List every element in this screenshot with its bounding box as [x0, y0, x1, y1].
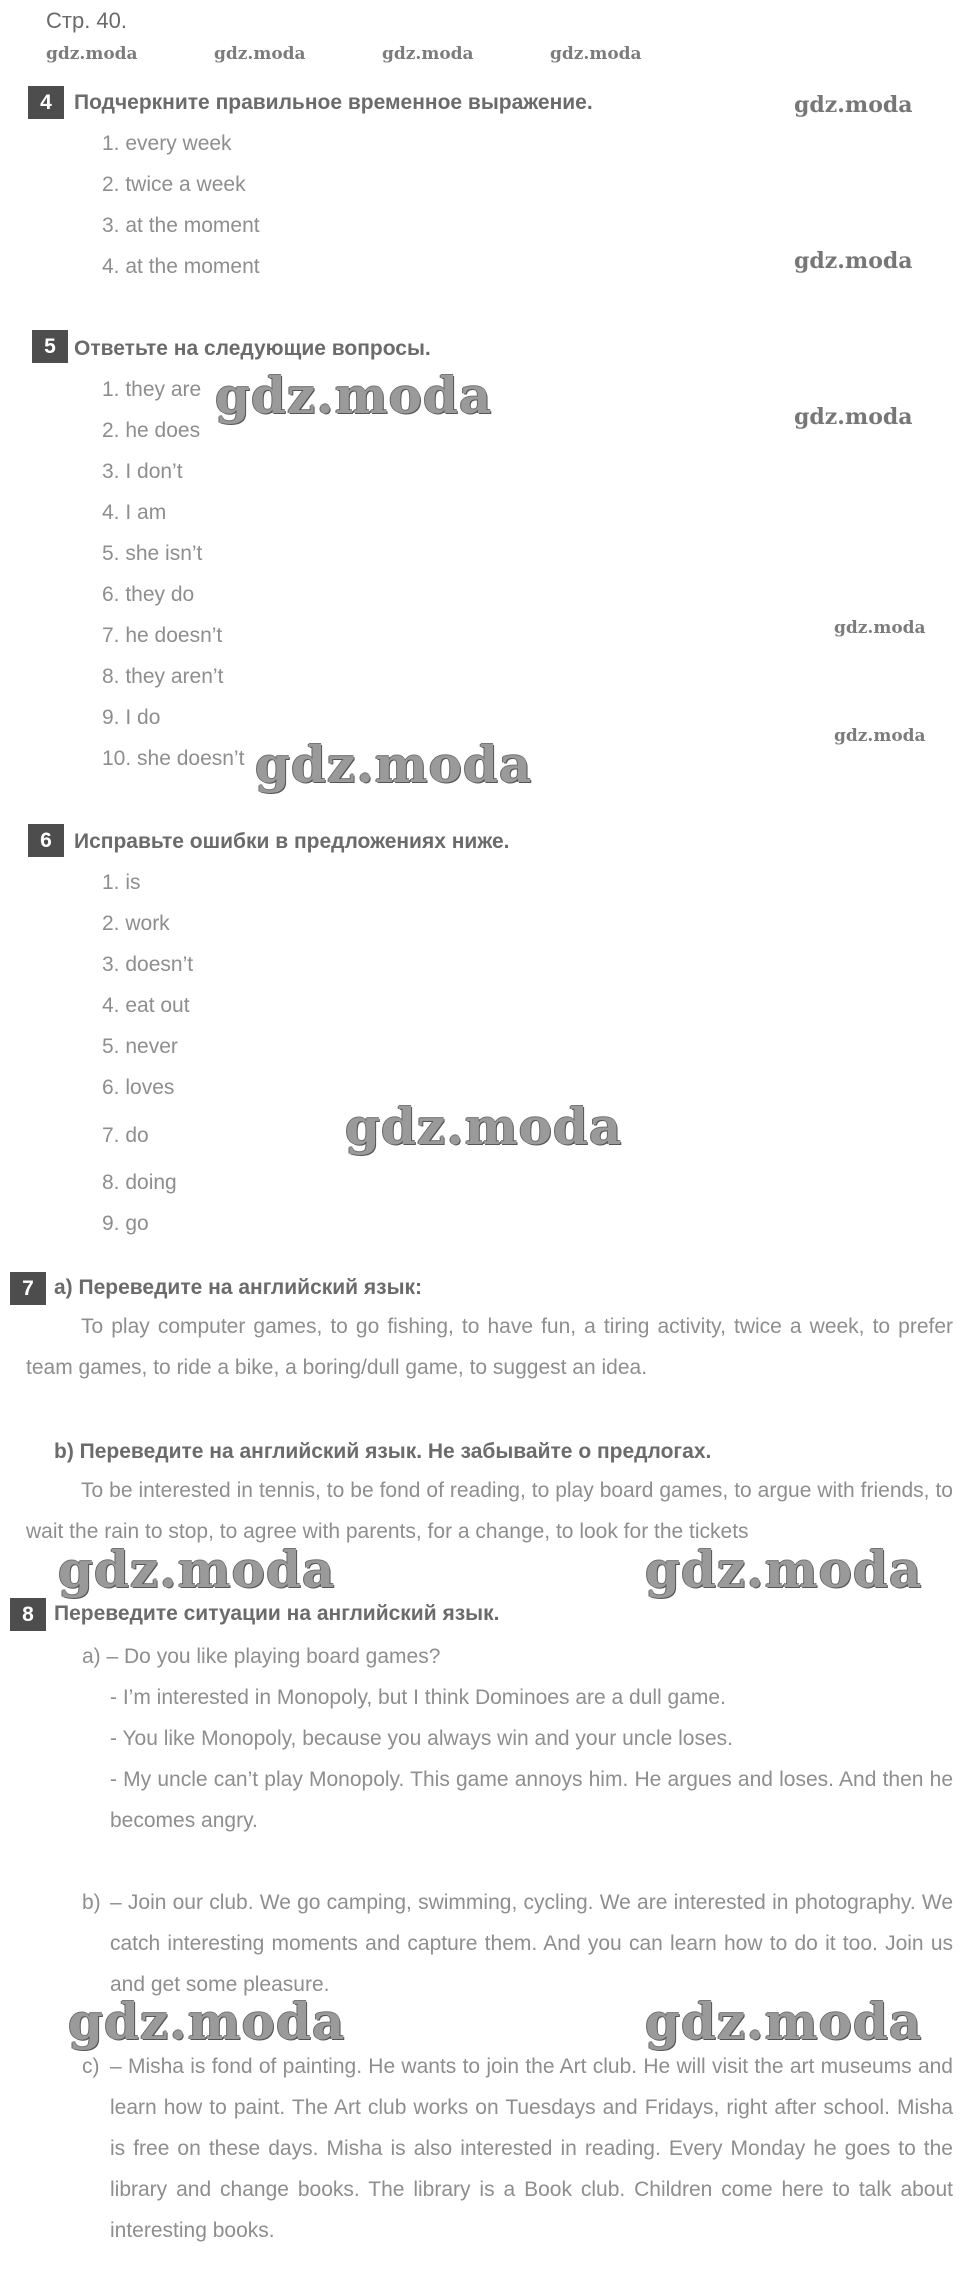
exercise-7a-text [26, 1306, 953, 1388]
exercise-4-badge: 4 [28, 86, 64, 119]
list-item: 2. twice a week [102, 173, 246, 196]
list-item: 9. go [102, 1212, 149, 1235]
watermark: gdz.moda [68, 1992, 346, 2051]
exercise-7-badge: 7 [10, 1272, 46, 1305]
list-item: 9. I do [102, 706, 161, 729]
exercise-6-badge: 6 [28, 824, 64, 857]
exercise-8c-prefix: c) [82, 2055, 100, 2078]
watermark: gdz.moda [255, 735, 533, 794]
list-item: 5. she isn’t [102, 542, 203, 565]
list-item: 10. she doesn’t [102, 747, 245, 770]
exercise-5-title: Ответьте на следующие вопросы. [74, 337, 431, 360]
exercise-4-title: Подчеркните правильное временное выражение. [74, 91, 593, 114]
exercise-8c-text: – Misha is fond of painting. He wants to join the Art club. He will visit the art museums and learn how to paint. The Art club works on Tuesdays and Fridays, right after school. Misha is free on these days. Misha is also interested in reading. Every Monday he goes to the library and change books. The library is a Book club. Children come here to talk about interesting books. [110, 2055, 953, 2242]
exercise-8b [82, 1882, 953, 2005]
watermark: gdz.moda [834, 618, 926, 638]
list-item: 5. never [102, 1035, 178, 1058]
watermark: gdz.moda [794, 248, 913, 274]
dialogue-line: a) – Do you like playing board games? [82, 1645, 441, 1668]
list-item: 1. every week [102, 132, 232, 155]
exercise-8-badge: 8 [10, 1598, 46, 1631]
list-item: 3. doesn’t [102, 953, 194, 976]
exercise-7b-title: b) Переведите на английский язык. Не забывайте о предлогах. [54, 1440, 712, 1463]
list-item: 4. I am [102, 501, 167, 524]
list-item: 1. they are [102, 378, 202, 401]
list-item: 1. is [102, 871, 141, 894]
watermark: gdz.moda [834, 726, 926, 746]
exercise-7a-title: a) Переведите на английский язык: [54, 1276, 423, 1299]
list-item: 7. he doesn’t [102, 624, 223, 647]
exercise-7a-text-content: To play computer games, to go fishing, to have fun, a tiring activity, twice a week, to prefer team games, to ride a bike, a boring/dull game, to suggest an idea. [26, 1315, 953, 1379]
watermark: gdz.moda [215, 366, 493, 425]
list-item: 4. at the moment [102, 255, 260, 278]
list-item: 6. loves [102, 1076, 175, 1099]
exercise-8c [82, 2046, 953, 2251]
list-item: 3. I don’t [102, 460, 183, 483]
page-number: Стр. 40. [46, 8, 128, 33]
dialogue-line: - You like Monopoly, because you always win and your uncle loses. [110, 1727, 733, 1750]
watermark: gdz.moda [382, 44, 474, 64]
dialogue-line: - I’m interested in Monopoly, but I think Dominoes are a dull game. [110, 1686, 726, 1709]
list-item: 3. at the moment [102, 214, 260, 237]
exercise-8b-prefix: b) [82, 1891, 101, 1914]
watermark: gdz.moda [645, 1992, 923, 2051]
watermark: gdz.moda [794, 404, 913, 430]
list-item: 6. they do [102, 583, 195, 606]
list-item: 2. work [102, 912, 170, 935]
watermark: gdz.moda [794, 92, 913, 118]
list-item: 7. do [102, 1124, 149, 1147]
list-item: 4. eat out [102, 994, 190, 1017]
exercise-5-badge: 5 [32, 330, 68, 363]
exercise-8a [82, 1636, 953, 1841]
exercise-6-title: Исправьте ошибки в предложениях ниже. [74, 830, 510, 853]
watermark: gdz.moda [46, 44, 138, 64]
list-item: 8. doing [102, 1171, 177, 1194]
watermark: gdz.moda [550, 44, 642, 64]
watermark: gdz.moda [58, 1540, 336, 1599]
dialogue-line: - My uncle can’t play Monopoly. This game annoys him. He argues and loses. And then he becomes angry. [110, 1768, 953, 1832]
watermark: gdz.moda [645, 1540, 923, 1599]
exercise-8-title: Переведите ситуации на английский язык. [54, 1602, 500, 1625]
exercise-7b-text-content: To be interested in tennis, to be fond of reading, to play board games, to argue with friends, to wait the rain to stop, to agree with parents, for a change, to look for the tickets [26, 1479, 953, 1543]
list-item: 8. they aren’t [102, 665, 224, 688]
exercise-8b-text: – Join our club. We go camping, swimming, cycling. We are interested in photography. We catch interesting moments and capture them. And you can learn how to do it too. Join us and get some pleasure. [110, 1891, 953, 1996]
watermark: gdz.moda [214, 44, 306, 64]
list-item: 2. he does [102, 419, 201, 442]
watermark: gdz.moda [345, 1097, 623, 1156]
